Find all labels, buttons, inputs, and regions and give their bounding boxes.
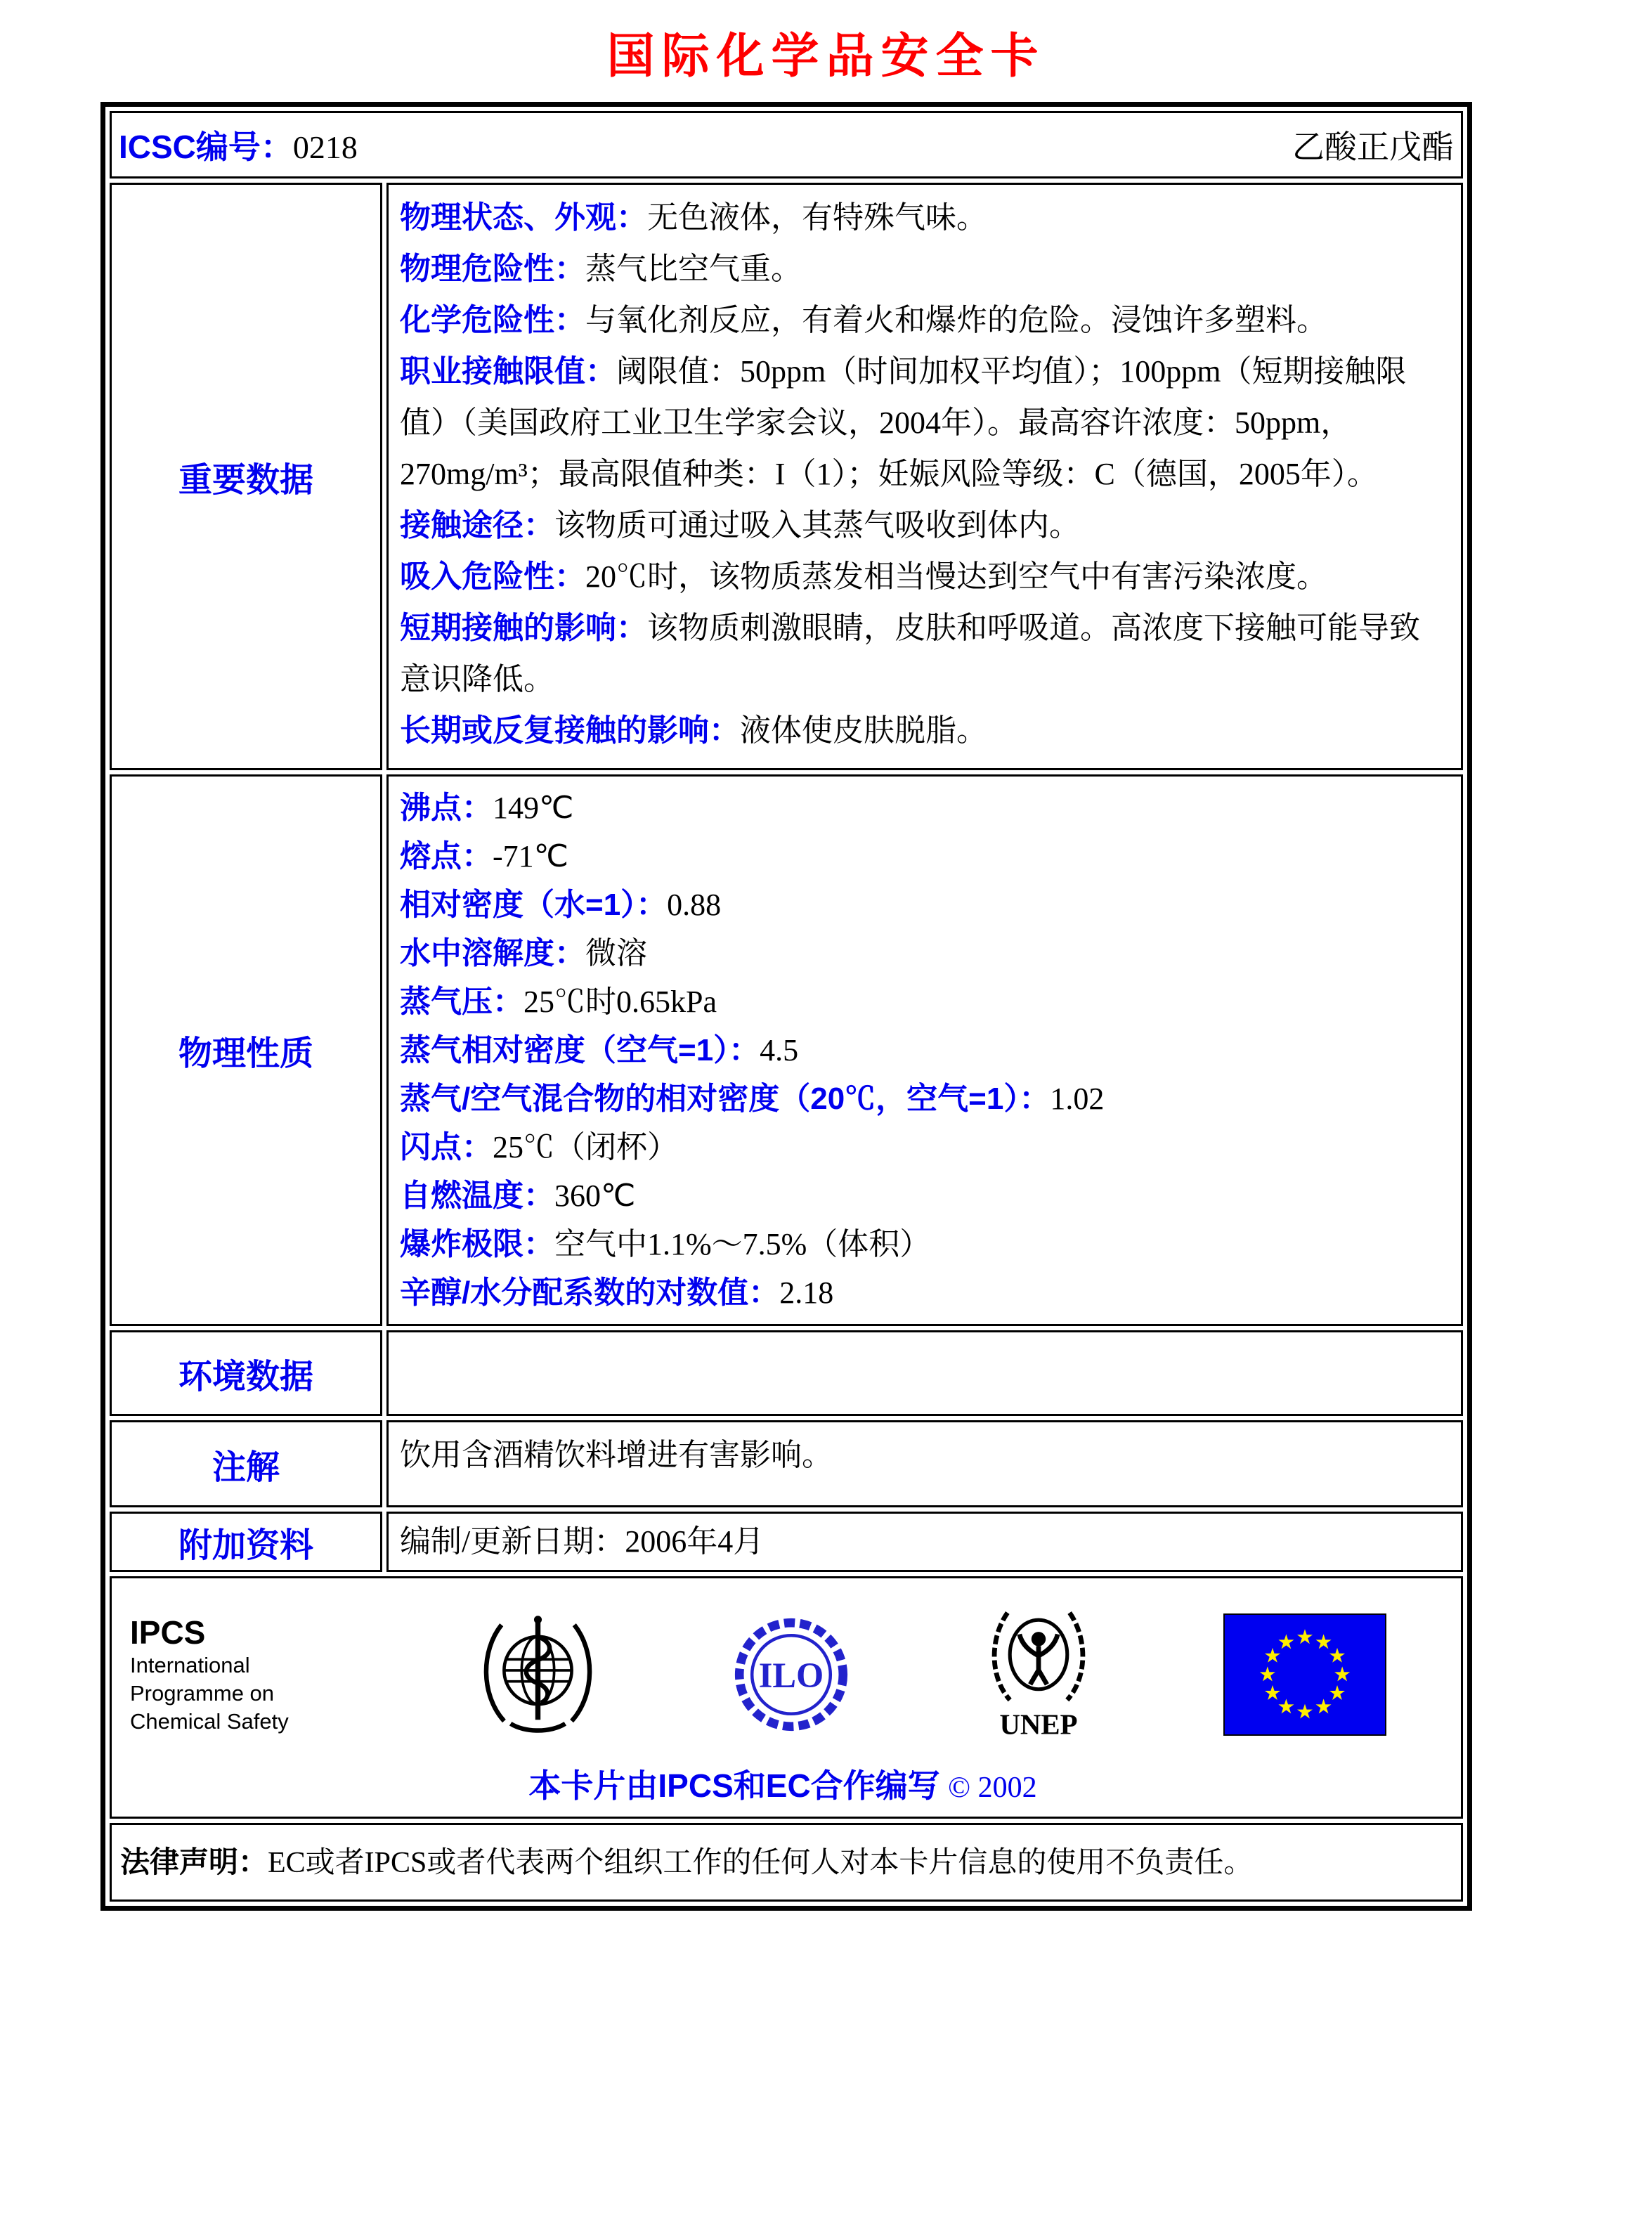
section-label-environmental-data: 环境数据: [110, 1330, 382, 1416]
physical-properties-row: [110, 774, 1463, 1326]
data-item: 沸点：149℃: [400, 791, 574, 825]
additional-info-content: [386, 1512, 1463, 1572]
data-item: 水中溶解度：微溶: [400, 936, 647, 970]
environmental-data-row: [110, 1330, 1463, 1416]
credit-text: 本卡片由IPCS和EC合作编写: [528, 1767, 940, 1804]
ipcs-text-block: IPCS International Programme on Chemical Safety: [130, 1613, 348, 1736]
unep-logo: [979, 1595, 1098, 1753]
data-item: 辛醇/水分配系数的对数值：2.18: [400, 1275, 834, 1310]
chemical-name: 乙酸正戊酯: [1292, 129, 1454, 165]
data-item: 长期或反复接触的影响：液体使皮肤脱脂。: [400, 713, 987, 748]
legal-cell: [110, 1823, 1463, 1902]
icsc-card-table: [100, 102, 1472, 1911]
copyright-text: © 2002: [948, 1772, 1037, 1804]
data-item: 闪点：25℃（闭杯）: [400, 1130, 678, 1164]
notes-row: [110, 1420, 1463, 1507]
legal-row: [110, 1823, 1463, 1902]
data-item: 蒸气/空气混合物的相对密度（20℃，空气=1）：1.02: [400, 1082, 1105, 1116]
important-data-row: [110, 183, 1463, 770]
physical-properties-content: [386, 774, 1463, 1326]
header-row: [110, 111, 1463, 178]
legal-text: EC或者IPCS或者代表两个组织工作的任何人对本卡片信息的使用不负责任。: [268, 1847, 1254, 1879]
data-item: 熔点：-71℃: [400, 839, 569, 874]
environmental-data-content: [386, 1330, 1463, 1416]
svg-text:ILO: ILO: [758, 1655, 824, 1695]
eu-flag: [1223, 1613, 1386, 1736]
logos-cell: [110, 1576, 1463, 1819]
important-data-content: [386, 183, 1463, 770]
logos-row: [110, 1576, 1463, 1819]
section-label-important-data: 重要数据: [110, 183, 382, 770]
data-item: 吸入危险性：20℃时，该物质蒸发相当慢达到空气中有害污染浓度。: [400, 559, 1327, 594]
data-item: 饮用含酒精饮料增进有害影响。: [400, 1438, 833, 1472]
icsc-number-value: 0218: [292, 129, 358, 165]
section-label-physical-properties: 物理性质: [110, 774, 382, 1326]
ilo-logo: [728, 1611, 854, 1738]
icsc-number-label: ICSC编号：: [119, 129, 293, 165]
data-item: 蒸气相对密度（空气=1）：4.5: [400, 1033, 799, 1067]
credit-line: [130, 1760, 1436, 1807]
data-item: 化学危险性：与氧化剂反应，有着火和爆炸的危险。浸蚀许多塑料。: [400, 303, 1327, 337]
data-item: 接触途径：该物质可通过吸入其蒸气吸收到体内。: [400, 508, 1080, 543]
section-label-notes: 注解: [110, 1420, 382, 1507]
data-item: 职业接触限值：阈限值：50ppm（时间加权平均值）；100ppm（短期接触限值）（美国政府工业卫生学家会议，2004年）。最高容许浓度：50ppm，270mg/m³；最高限值种类：I（1）；妊娠风险等级：C（德国，2005年）。: [400, 354, 1407, 491]
section-label-additional-info: 附加资料: [110, 1512, 382, 1572]
data-item: 蒸气压：25℃时0.65kPa: [400, 985, 717, 1019]
legal-label: 法律声明：: [120, 1845, 268, 1878]
header-cell: [110, 111, 1463, 178]
additional-info-row: [110, 1512, 1463, 1572]
svg-text:UNEP: UNEP: [999, 1708, 1078, 1741]
data-item: 爆炸极限：空气中1.1%～7.5%（体积）: [400, 1227, 931, 1261]
data-item: 物理状态、外观：无色液体，有特殊气味。: [400, 200, 987, 235]
data-item: 物理危险性：蒸气比空气重。: [400, 252, 802, 286]
notes-content: [386, 1420, 1463, 1507]
icsc-number: [119, 122, 358, 168]
ipcs-name: IPCS: [130, 1613, 206, 1651]
data-item: 短期接触的影响：该物质刺激眼睛，皮肤和呼吸道。高浓度下接触可能导致意识降低。: [400, 611, 1420, 696]
data-item: 自燃温度：360℃: [400, 1178, 636, 1213]
data-item: 相对密度（水=1）：0.88: [400, 888, 722, 922]
page-title: 国际化学品安全卡: [606, 30, 1046, 83]
who-logo: [473, 1609, 603, 1739]
data-item: 编制/更新日期：2006年4月: [400, 1524, 765, 1559]
